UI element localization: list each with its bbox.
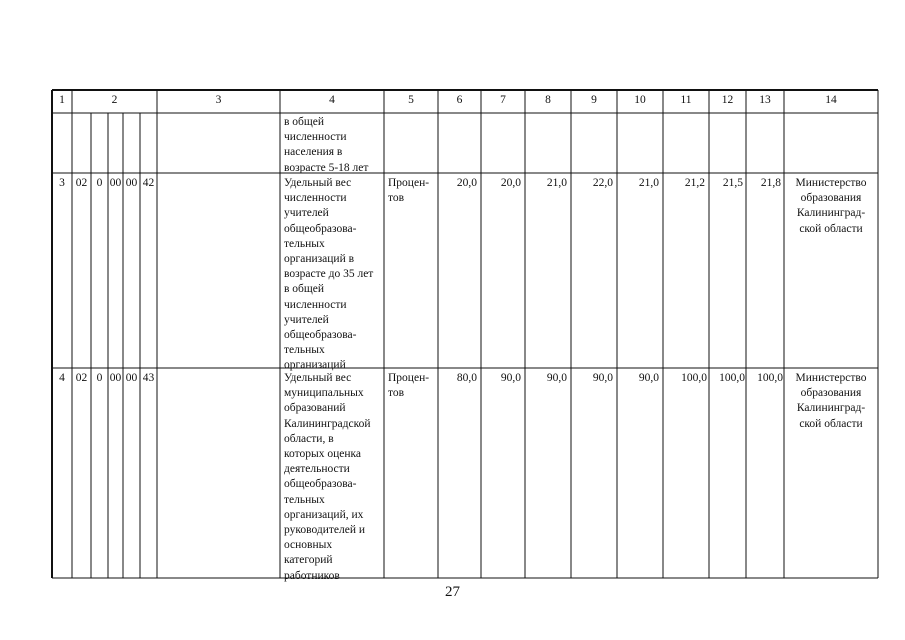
header-col-7: 7 <box>500 94 506 106</box>
header-col-13: 13 <box>759 94 771 106</box>
row-4-code-3: 00 <box>109 372 122 384</box>
row-4-value-10: 90,0 <box>638 372 659 384</box>
header-col-6: 6 <box>456 94 463 106</box>
row-3-value-9: 22,0 <box>592 177 613 189</box>
header-col-1: 1 <box>59 94 65 106</box>
row-3-unit: Процен- тов <box>388 177 430 205</box>
row-3-value-6: 20,0 <box>456 177 477 189</box>
header-col-4: 4 <box>329 94 335 106</box>
header-col-8: 8 <box>545 94 551 106</box>
row-3-value-12: 21,5 <box>722 177 743 189</box>
row-4-indicator: Удельный вес муниципальных образований Калининградской области, в которых оценка деятельности общеобразова- тельных организаций, их руководителей и основных категорий работников <box>284 372 371 582</box>
row-4-unit: Процен- тов <box>388 372 430 400</box>
row-4-responsible: Министерство образования Калининград- ской области <box>795 372 867 430</box>
header-col-14: 14 <box>825 94 837 106</box>
row-4-value-12: 100,0 <box>719 372 745 384</box>
row-3-value-11: 21,2 <box>684 177 705 189</box>
page-number: 27 <box>445 584 460 600</box>
row-4-value-9: 90,0 <box>592 372 613 384</box>
row-3-value-13: 21,8 <box>760 177 781 189</box>
row-3-value-10: 21,0 <box>638 177 659 189</box>
row-4-value-7: 90,0 <box>500 372 521 384</box>
header-col-5: 5 <box>408 94 414 106</box>
row-3-code-2: 0 <box>96 177 103 189</box>
row-4-code-1: 02 <box>75 372 88 384</box>
header-col-3: 3 <box>215 94 222 106</box>
continuation-indicator: в общей численности населения в возрасте 5-18 лет <box>284 116 369 174</box>
row-3-value-7: 20,0 <box>500 177 521 189</box>
row-4-code-2: 0 <box>96 372 103 384</box>
header-col-12: 12 <box>721 94 734 106</box>
row-3-code-3: 00 <box>109 177 122 189</box>
header-col-11: 11 <box>680 94 692 106</box>
row-3-number: 3 <box>59 177 65 189</box>
header-col-2: 2 <box>111 94 118 106</box>
row-4-code-5: 43 <box>142 372 155 384</box>
row-4-value-11: 100,0 <box>681 372 707 384</box>
row-3-code-1: 02 <box>75 177 88 189</box>
row-3-indicator: Удельный вес численности учителей общеобразова- тельных организаций в возрасте до 35 лет в общей численности учителей общеобразова- тельных организаций <box>284 177 374 372</box>
row-3-value-8: 21,0 <box>546 177 567 189</box>
row-4-code-4: 00 <box>125 372 138 384</box>
row-3-responsible: Министерство образования Калининград- ской области <box>795 177 867 235</box>
row-4-value-13: 100,0 <box>757 372 783 384</box>
row-3-code-4: 00 <box>125 177 138 189</box>
row-4-value-8: 90,0 <box>546 372 567 384</box>
row-3-code-5: 42 <box>142 177 155 189</box>
header-col-10: 10 <box>634 94 646 106</box>
row-4-value-6: 80,0 <box>456 372 477 384</box>
row-4-number: 4 <box>59 372 65 384</box>
header-col-9: 9 <box>591 94 597 106</box>
